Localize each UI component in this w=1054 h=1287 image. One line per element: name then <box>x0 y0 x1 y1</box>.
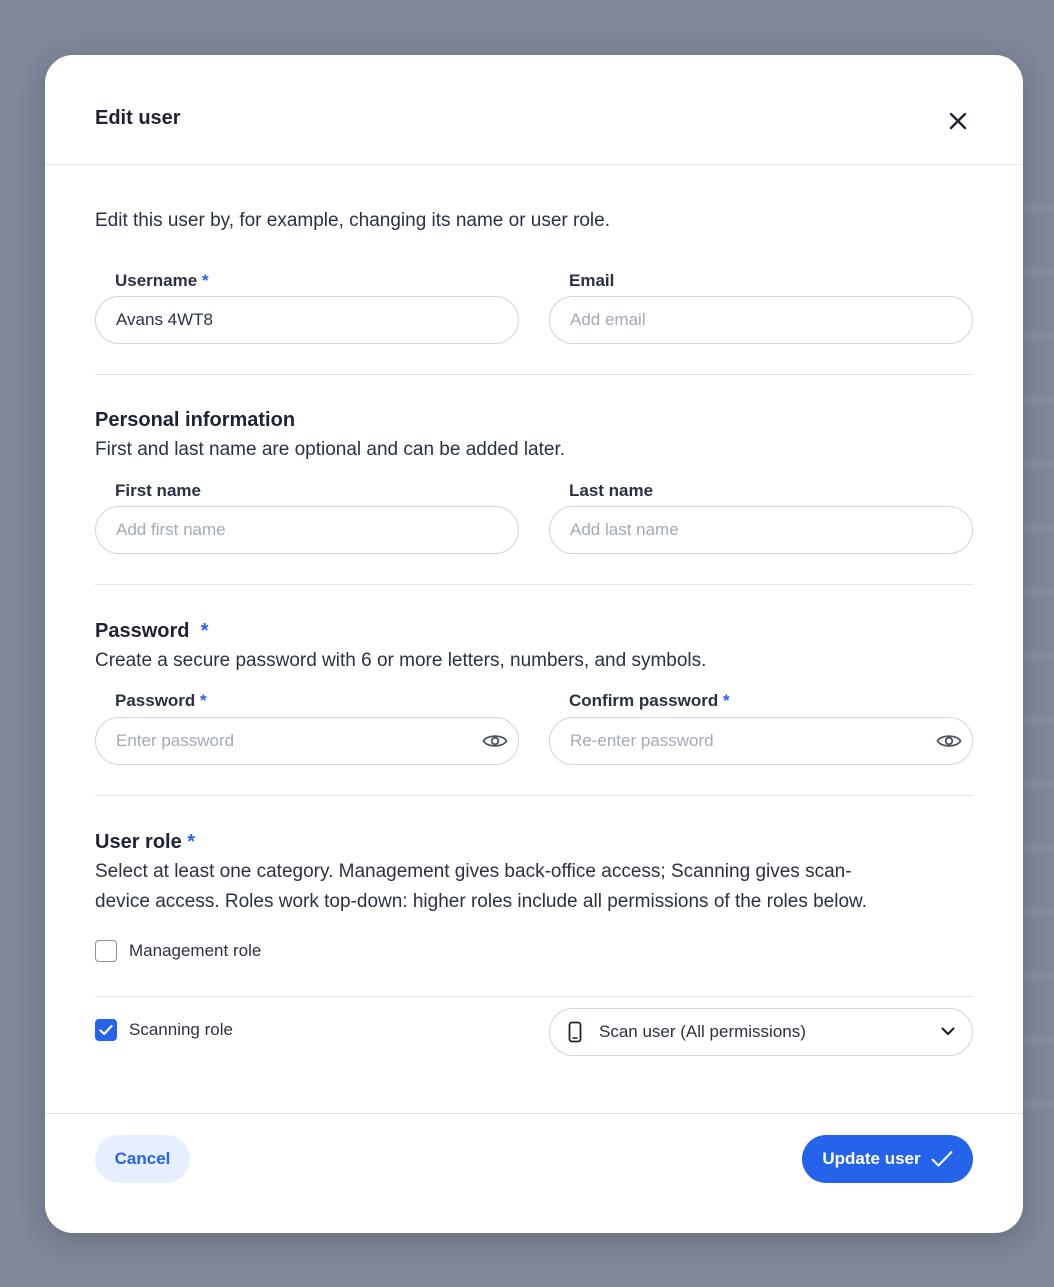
role-divider <box>95 996 973 997</box>
check-icon <box>931 1150 953 1168</box>
first-name-label: First name <box>115 481 201 500</box>
personal-info-description: First and last name are optional and can be added later. <box>95 439 566 460</box>
email-input[interactable] <box>549 296 973 344</box>
chevron-down-icon <box>940 1023 956 1039</box>
last-name-label: Last name <box>569 481 654 500</box>
modal-title: Edit user <box>95 107 181 129</box>
last-name-input[interactable] <box>549 506 973 554</box>
check-icon <box>99 1024 113 1036</box>
management-role-label: Management role <box>129 941 262 960</box>
confirm-password-input[interactable] <box>549 717 973 765</box>
footer-divider <box>45 1113 1023 1114</box>
modal-header <box>45 55 1023 165</box>
show-confirm-password-button[interactable] <box>935 731 963 751</box>
backdrop-table-rows <box>1026 150 1054 1150</box>
scanning-role-selected-value: Scan user (All permissions) <box>599 1022 806 1041</box>
scanning-role-checkbox[interactable] <box>95 1019 117 1041</box>
password-description: Create a secure password with 6 or more letters, numbers, and symbols. <box>95 650 707 671</box>
cancel-button[interactable]: Cancel <box>95 1135 190 1183</box>
phone-icon <box>568 1021 582 1043</box>
modal-intro: Edit this user by, for example, changing its name or user role. <box>95 210 611 231</box>
management-role-checkbox[interactable] <box>95 940 117 962</box>
password-section-title: Password * <box>95 620 209 642</box>
edit-user-modal <box>45 55 1023 1233</box>
confirm-password-label: Confirm password * <box>569 691 730 710</box>
scanning-role-select[interactable] <box>549 1008 973 1056</box>
user-role-description-line1: Select at least one category. Management gives back-office access; Scanning gives scan- <box>95 861 852 882</box>
section-divider <box>95 795 973 796</box>
close-icon <box>949 112 967 130</box>
show-password-button[interactable] <box>481 731 509 751</box>
personal-info-title: Personal information <box>95 409 296 431</box>
section-divider <box>95 374 973 375</box>
user-role-description-line2: device access. Roles work top-down: higher roles include all permissions of the roles below. <box>95 891 867 912</box>
update-user-button[interactable] <box>802 1135 973 1183</box>
password-label: Password * <box>115 691 207 710</box>
section-divider <box>95 584 973 585</box>
eye-icon <box>482 732 508 750</box>
email-label: Email <box>569 271 615 290</box>
username-input[interactable] <box>95 296 519 344</box>
first-name-input[interactable] <box>95 506 519 554</box>
close-button[interactable] <box>943 106 973 136</box>
username-label: Username * <box>115 271 209 290</box>
update-user-label: Update user <box>822 1149 921 1168</box>
eye-icon <box>936 732 962 750</box>
password-input[interactable] <box>95 717 519 765</box>
user-role-title: User role * <box>95 831 196 853</box>
scanning-role-label: Scanning role <box>129 1020 233 1039</box>
